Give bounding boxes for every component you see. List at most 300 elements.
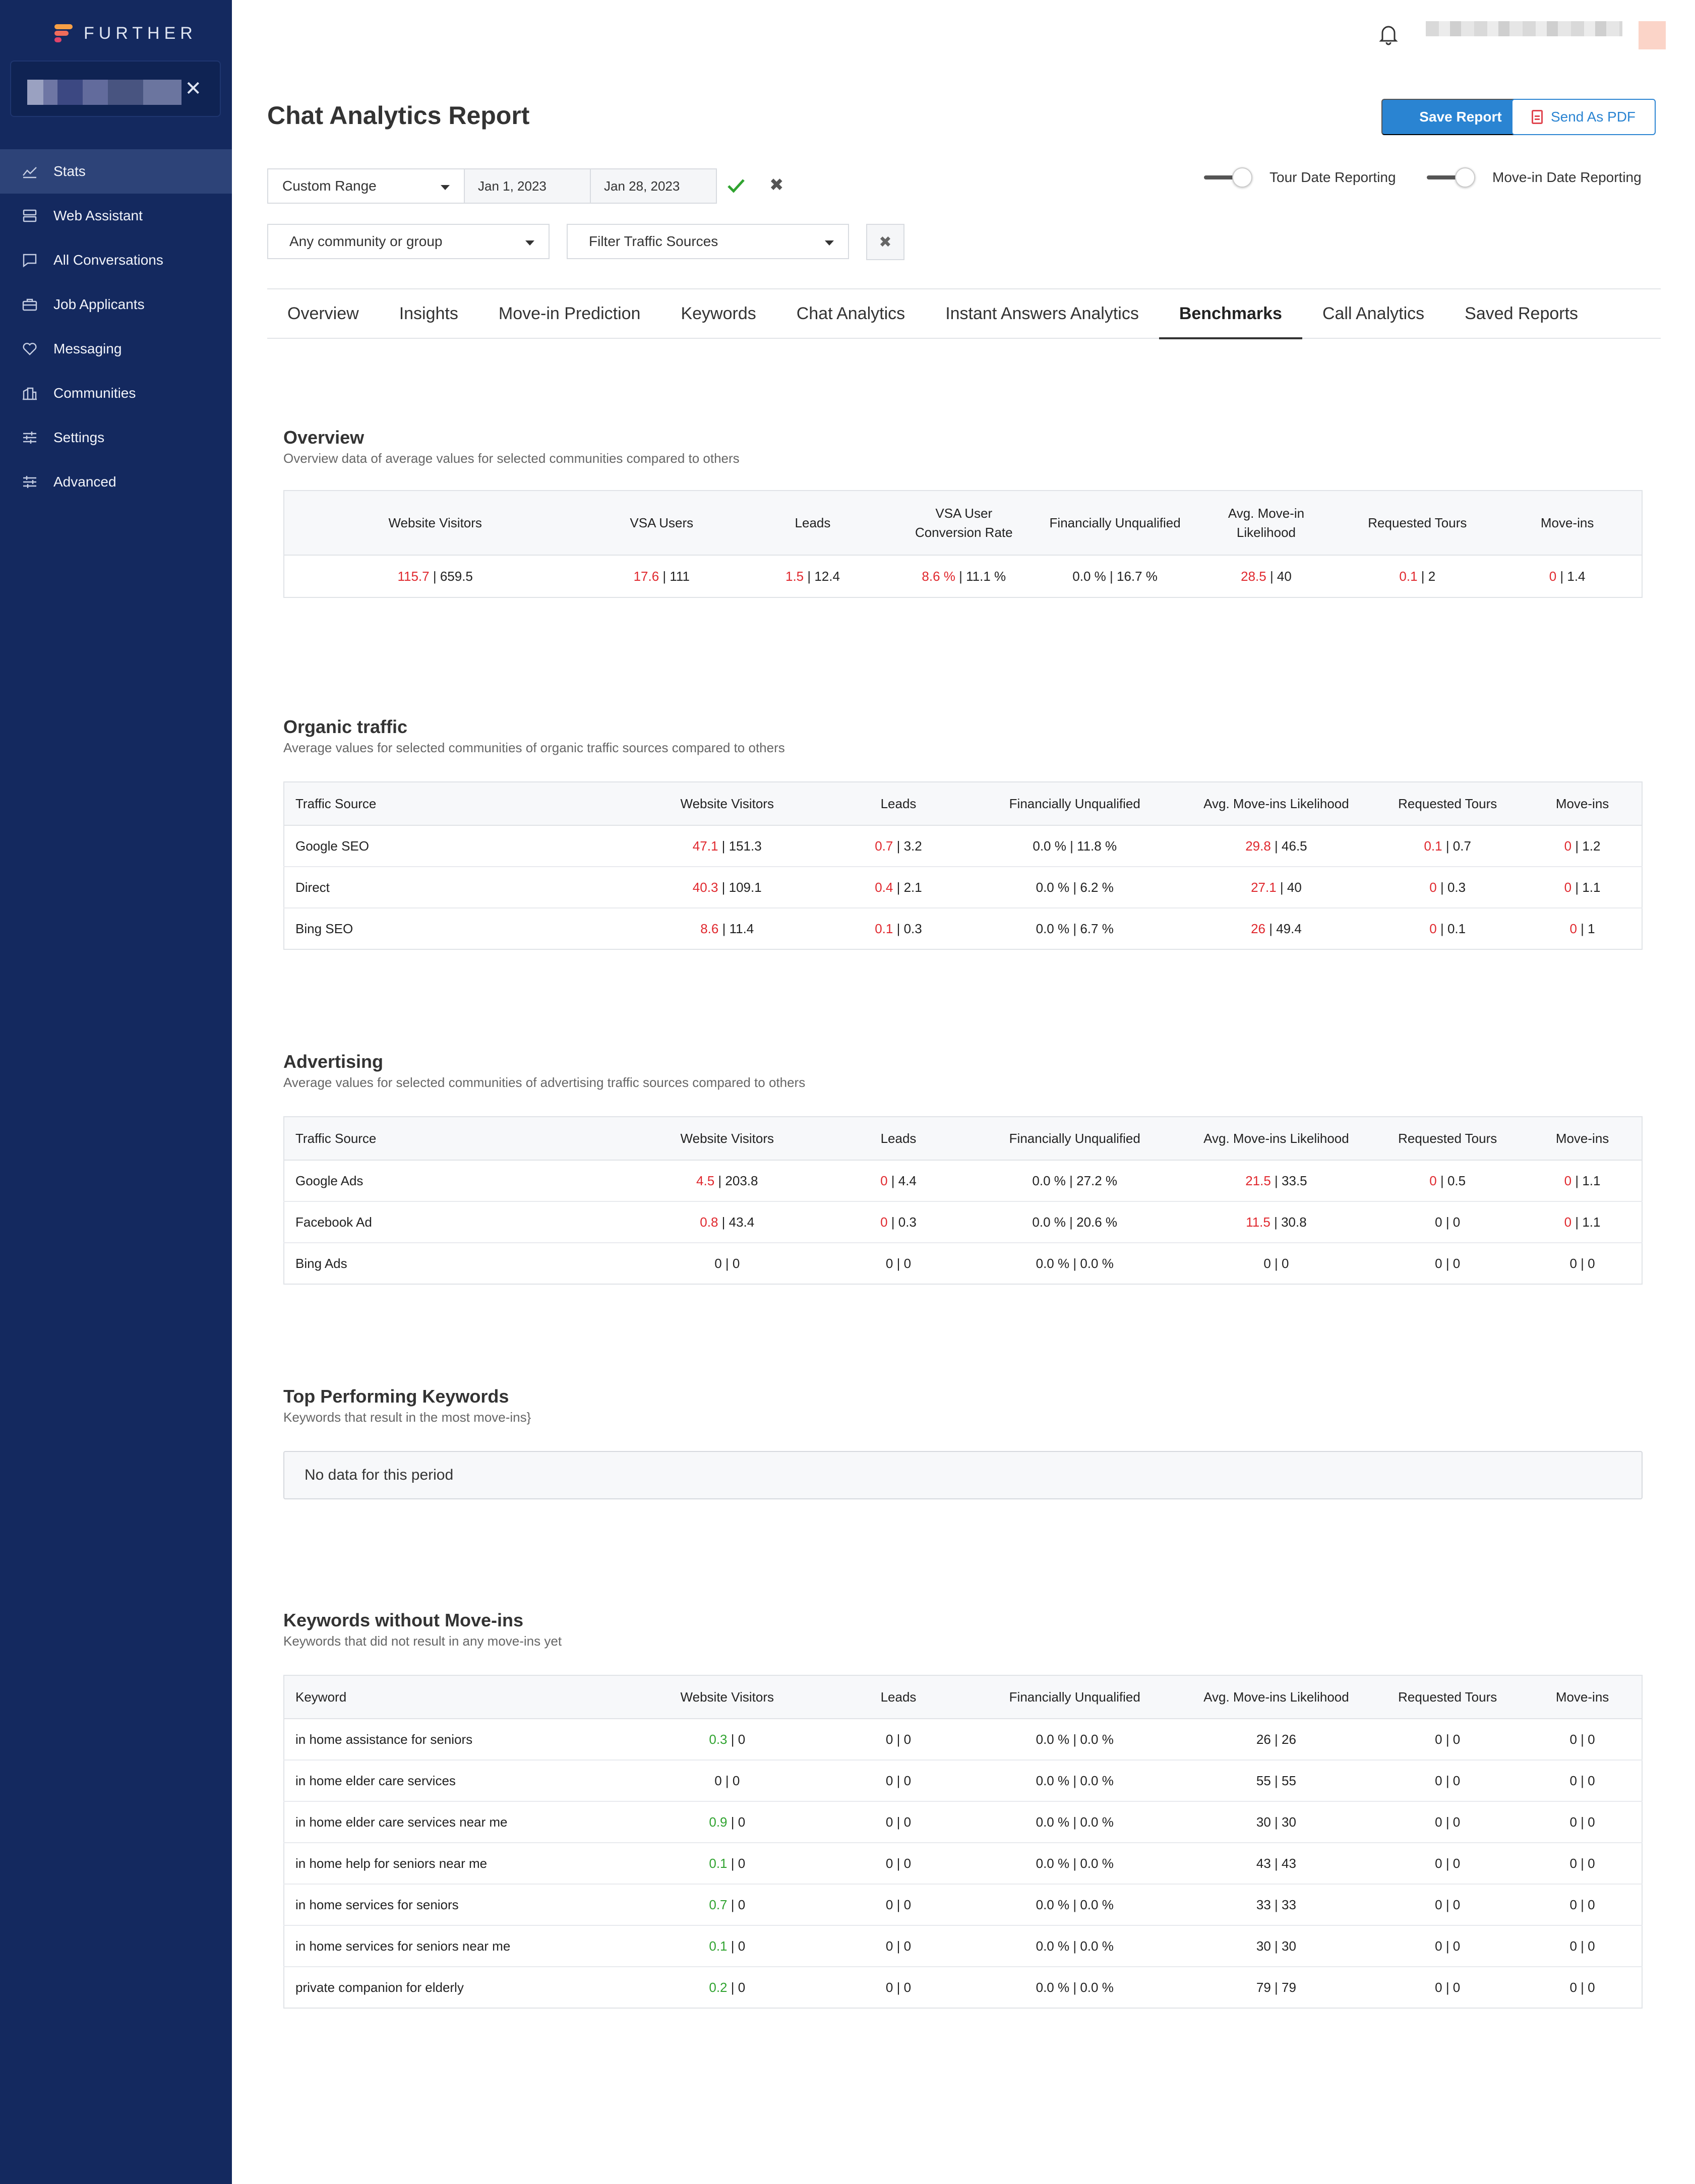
compare-value-others: 0 — [738, 1731, 746, 1747]
compare-value-selected: 0 — [1429, 879, 1437, 895]
table-cell — [828, 1925, 969, 1967]
sidebar-item-label: Job Applicants — [53, 296, 145, 312]
value-separator: | — [718, 1214, 729, 1230]
movein-date-reporting-toggle[interactable] — [1427, 167, 1642, 188]
compare-value-selected: 79 — [1256, 1979, 1271, 1995]
compare-value-others: 3.2 — [903, 838, 922, 854]
tab-chat-analytics[interactable]: Chat Analytics — [796, 304, 905, 323]
column-header: Financially Unqualified — [969, 1675, 1181, 1719]
compare-value-others: 0 — [1588, 1938, 1595, 1954]
table-cell — [1040, 555, 1191, 597]
table-row — [284, 1925, 1642, 1967]
value-separator: | — [893, 1938, 904, 1954]
value-separator: | — [727, 1814, 738, 1830]
table-cell — [828, 1719, 969, 1760]
sidebar-item-advanced[interactable] — [0, 460, 232, 504]
compare-value-selected: 115.7 — [397, 568, 430, 584]
table-cell — [626, 825, 828, 867]
value-separator: | — [1069, 1255, 1080, 1271]
compare-value-selected: 0.1 — [875, 921, 893, 936]
compare-value-selected: 0.7 — [709, 1897, 728, 1912]
section-subtitle: Keywords that result in the most move-ins} — [283, 1410, 531, 1425]
compare-value-selected: 0 — [1435, 1731, 1442, 1747]
value-separator: | — [429, 568, 440, 584]
value-separator: | — [1270, 1897, 1282, 1912]
compare-value-others: 0 — [1452, 1255, 1461, 1271]
value-separator: | — [727, 1897, 738, 1912]
sidebar-item-web-assistant[interactable] — [0, 194, 232, 238]
tab-benchmarks[interactable]: Benchmarks — [1159, 289, 1302, 338]
sidebar-item-label: Stats — [53, 163, 86, 179]
account-name-redacted — [27, 80, 181, 105]
tour-date-reporting-toggle[interactable] — [1204, 167, 1396, 188]
compare-value-selected: 29.8 — [1245, 838, 1271, 854]
table-cell — [1181, 1925, 1372, 1967]
section-title: Overview — [283, 427, 365, 448]
compare-value-others: 0.0 % — [1080, 1255, 1114, 1271]
close-icon: ✖ — [879, 233, 892, 251]
compare-value-selected: 0.0 % — [1036, 879, 1070, 895]
compare-value-selected: 43 — [1256, 1855, 1271, 1871]
compare-value-others: 0 — [1588, 1773, 1595, 1788]
column-header: Avg. Move-ins Likelihood — [1181, 1675, 1372, 1719]
save-report-button[interactable]: Save Report — [1381, 99, 1540, 135]
compare-value-others: 0.1 — [1447, 921, 1466, 936]
compare-value-others: 40 — [1277, 568, 1292, 584]
value-separator: | — [893, 1814, 904, 1830]
sliders-advanced-icon — [21, 473, 38, 491]
compare-value-selected: 0.0 % — [1036, 1897, 1070, 1912]
value-separator: | — [1442, 1773, 1453, 1788]
value-separator: | — [1065, 1214, 1077, 1230]
table-cell — [1372, 1925, 1523, 1967]
column-header: Avg. Move-ins Likelihood — [1181, 782, 1372, 825]
table-cell — [1372, 1243, 1523, 1284]
tab-keywords[interactable]: Keywords — [681, 304, 756, 323]
compare-value-others: 0.5 — [1447, 1173, 1466, 1188]
compare-value-selected: 0 — [880, 1214, 888, 1230]
value-separator: | — [714, 1173, 725, 1188]
tab-insights[interactable]: Insights — [399, 304, 458, 323]
report-tabs — [267, 288, 1661, 339]
tab-overview[interactable]: Overview — [287, 304, 359, 323]
end-date-input[interactable] — [590, 168, 717, 204]
table-cell — [1372, 1160, 1523, 1201]
empty-state-text: No data for this period — [305, 1467, 454, 1483]
compare-value-selected: 8.6 % — [922, 568, 955, 584]
compare-value-others: 203.8 — [725, 1173, 758, 1188]
tab-call-analytics[interactable]: Call Analytics — [1322, 304, 1425, 323]
sidebar-item-label: Messaging — [53, 341, 122, 356]
value-separator: | — [1442, 1979, 1453, 1995]
table-row — [284, 1243, 1642, 1284]
compare-value-selected: 0 — [880, 1173, 888, 1188]
compare-value-others: 1.2 — [1582, 838, 1601, 854]
table-cell — [626, 1243, 828, 1284]
table-cell — [969, 908, 1181, 949]
value-separator: | — [1577, 1731, 1588, 1747]
compare-value-selected: 0 — [885, 1938, 893, 1954]
compare-value-selected: 0 — [1569, 1731, 1577, 1747]
compare-value-others: 11.8 % — [1077, 838, 1117, 854]
compare-value-selected: 0.9 — [709, 1814, 728, 1830]
table-cell — [1181, 1160, 1372, 1201]
table-cell — [828, 1243, 969, 1284]
compare-value-others: 11.4 — [729, 921, 754, 936]
table-cell — [1372, 867, 1523, 908]
compare-value-selected: 28.5 — [1241, 568, 1266, 584]
value-separator: | — [1577, 921, 1588, 936]
value-separator: | — [1276, 879, 1287, 895]
value-separator: | — [1571, 838, 1583, 854]
compare-value-others: 659.5 — [440, 568, 473, 584]
table-cell — [969, 1243, 1181, 1284]
table-cell — [1181, 1843, 1372, 1884]
value-separator: | — [1270, 1855, 1282, 1871]
value-separator: | — [1270, 1255, 1282, 1271]
row-label: in home services for seniors near me — [284, 1925, 626, 1967]
value-separator: | — [1571, 1173, 1583, 1188]
table-cell — [737, 555, 888, 597]
compare-value-others: 0.0 % — [1080, 1855, 1114, 1871]
value-separator: | — [1270, 1773, 1282, 1788]
toggle-switch[interactable] — [1204, 167, 1254, 188]
table-cell — [969, 1760, 1181, 1801]
column-header: Leads — [737, 491, 888, 555]
traffic-source-value: Filter Traffic Sources — [589, 233, 718, 249]
section-subtitle: Overview data of average values for selected communities compared to others — [283, 451, 740, 466]
compare-value-others: 30 — [1282, 1938, 1296, 1954]
value-separator: | — [659, 568, 670, 584]
value-separator: | — [1442, 1938, 1453, 1954]
date-range-value: Custom Range — [282, 178, 377, 194]
table-cell — [1372, 1967, 1523, 2008]
column-header: VSA Users — [586, 491, 737, 555]
compare-value-selected: 55 — [1256, 1773, 1271, 1788]
value-separator: | — [1436, 879, 1447, 895]
value-separator: | — [1270, 1173, 1282, 1188]
table-cell — [969, 1967, 1181, 2008]
compare-value-others: 1.1 — [1582, 1173, 1601, 1188]
organic-traffic-section — [283, 717, 1643, 950]
sidebar-item-messaging[interactable] — [0, 327, 232, 371]
compare-value-selected: 0.0 % — [1072, 568, 1106, 584]
compare-value-others: 30.8 — [1281, 1214, 1307, 1230]
traffic-source-select[interactable] — [567, 224, 849, 259]
sidebar-item-communities[interactable] — [0, 371, 232, 415]
compare-value-others: 0 — [1452, 1897, 1461, 1912]
value-separator: | — [1069, 879, 1080, 895]
compare-value-others: 43 — [1282, 1855, 1296, 1871]
compare-value-others: 79 — [1282, 1979, 1296, 1995]
compare-value-selected: 0 — [885, 1773, 893, 1788]
briefcase-icon — [21, 296, 38, 313]
brand-logo[interactable] — [54, 22, 197, 44]
table-cell — [1523, 1801, 1642, 1843]
compare-value-selected: 0.0 % — [1036, 1773, 1070, 1788]
avatar[interactable] — [1639, 21, 1666, 49]
value-separator: | — [1577, 1897, 1588, 1912]
close-icon[interactable]: ✕ — [185, 78, 202, 100]
section-subtitle: Average values for selected communities of organic traffic sources compared to others — [283, 740, 785, 755]
compare-value-selected: 0 — [1569, 1255, 1577, 1271]
value-separator: | — [718, 838, 729, 854]
value-separator: | — [1265, 921, 1277, 936]
compare-value-selected: 0.3 — [709, 1731, 728, 1747]
compare-value-others: 6.2 % — [1080, 879, 1114, 895]
top-keywords-section — [283, 1386, 1643, 1499]
pdf-file-icon — [1532, 110, 1543, 124]
apply-date-check-icon[interactable] — [726, 175, 746, 196]
value-separator: | — [1069, 1731, 1080, 1747]
row-label: in home elder care services near me — [284, 1801, 626, 1843]
table-cell — [1523, 1243, 1642, 1284]
table-row — [284, 1884, 1642, 1925]
compare-value-others: 1.4 — [1567, 568, 1586, 584]
section-subtitle: Keywords that did not result in any move-ins yet — [283, 1633, 562, 1649]
row-label: Facebook Ad — [284, 1201, 626, 1243]
empty-state — [283, 1451, 1643, 1499]
community-select[interactable] — [267, 224, 550, 259]
table-cell — [1372, 1760, 1523, 1801]
value-separator: | — [1069, 1979, 1080, 1995]
value-separator: | — [721, 1773, 733, 1788]
table-cell — [626, 1967, 828, 2008]
chat-bubble-icon — [21, 252, 38, 269]
table-cell — [1523, 1160, 1642, 1201]
compare-value-selected: 0 — [1569, 1938, 1577, 1954]
compare-value-selected: 33 — [1256, 1897, 1271, 1912]
table-cell — [1372, 825, 1523, 867]
compare-value-others: 109.1 — [729, 879, 762, 895]
table-row — [284, 908, 1642, 949]
compare-value-selected: 0 — [714, 1773, 722, 1788]
compare-value-selected: 0.0 % — [1032, 1173, 1066, 1188]
compare-value-others: 2.1 — [903, 879, 922, 895]
sidebar-item-label: Web Assistant — [53, 208, 143, 223]
send-as-pdf-label: Send As PDF — [1550, 109, 1636, 125]
table-cell — [1372, 1201, 1523, 1243]
column-header: Avg. Move-ins Likelihood — [1181, 1117, 1372, 1160]
compare-value-selected: 0 — [885, 1855, 893, 1871]
compare-value-selected: 30 — [1256, 1938, 1271, 1954]
table-cell — [1372, 1843, 1523, 1884]
compare-value-selected: 0 — [885, 1255, 893, 1271]
compare-value-selected: 0.7 — [875, 838, 893, 854]
table-row — [284, 1843, 1642, 1884]
compare-value-others: 0 — [1588, 1731, 1595, 1747]
table-cell — [828, 1843, 969, 1884]
table-cell — [586, 555, 737, 597]
value-separator: | — [1270, 1938, 1282, 1954]
compare-value-others: 1 — [1588, 921, 1595, 936]
compare-value-others: 0 — [903, 1897, 912, 1912]
date-range-select[interactable] — [267, 168, 465, 204]
compare-value-selected: 47.1 — [692, 838, 718, 854]
row-label: private companion for elderly — [295, 1979, 464, 1995]
value-separator: | — [727, 1731, 738, 1747]
compare-value-selected: 0 — [1435, 1938, 1442, 1954]
compare-value-selected: 26 — [1251, 921, 1265, 936]
compare-value-others: 151.3 — [729, 838, 762, 854]
table-cell — [1181, 867, 1372, 908]
sidebar-item-stats[interactable] — [0, 149, 232, 194]
tab-saved-reports[interactable]: Saved Reports — [1465, 304, 1579, 323]
value-separator: | — [887, 1214, 898, 1230]
toggle-switch[interactable] — [1427, 167, 1477, 188]
table-cell — [626, 1801, 828, 1843]
value-separator: | — [1270, 1214, 1282, 1230]
value-separator: | — [1069, 921, 1080, 936]
compare-value-selected: 0.0 % — [1032, 1214, 1066, 1230]
heart-icon — [21, 340, 38, 357]
web-assistant-icon — [21, 207, 38, 224]
send-as-pdf-button[interactable] — [1511, 99, 1656, 135]
compare-value-selected: 27.1 — [1251, 879, 1277, 895]
table-cell — [1342, 555, 1493, 597]
compare-value-selected: 0 — [1569, 1897, 1577, 1912]
compare-value-selected: 0 — [714, 1255, 722, 1271]
compare-value-selected: 0.0 % — [1036, 1814, 1070, 1830]
sidebar-item-label: Settings — [53, 430, 105, 445]
table-cell — [969, 1925, 1181, 1967]
compare-value-others: 0.0 % — [1080, 1731, 1114, 1747]
value-separator: | — [1442, 1897, 1453, 1912]
table-cell — [828, 1201, 969, 1243]
table-row — [284, 1801, 1642, 1843]
compare-value-selected: 0 — [1435, 1773, 1442, 1788]
value-separator: | — [721, 1255, 733, 1271]
compare-value-selected: 0 — [1569, 921, 1577, 936]
compare-value-others: 20.6 % — [1076, 1214, 1118, 1230]
table-cell — [1181, 825, 1372, 867]
compare-value-others: 0 — [1452, 1979, 1461, 1995]
compare-value-others: 0 — [1452, 1773, 1461, 1788]
start-date-input[interactable] — [464, 168, 591, 204]
table-cell — [828, 1801, 969, 1843]
table-cell — [1523, 1719, 1642, 1760]
compare-value-selected: 0 — [1429, 921, 1437, 936]
table-cell — [1181, 1719, 1372, 1760]
compare-value-selected: 17.6 — [633, 568, 659, 584]
compare-value-selected: 0 — [1564, 1214, 1572, 1230]
sidebar-item-settings[interactable] — [0, 415, 232, 460]
compare-value-others: 0 — [738, 1897, 746, 1912]
table-cell — [1372, 1884, 1523, 1925]
value-separator: | — [1106, 568, 1117, 584]
value-separator: | — [1442, 1255, 1453, 1271]
compare-value-selected: 0 — [885, 1814, 893, 1830]
sidebar-item-all-conversations[interactable] — [0, 238, 232, 282]
compare-value-others: 0 — [903, 1979, 912, 1995]
column-header: Requested Tours — [1372, 1117, 1523, 1160]
table-cell — [828, 1160, 969, 1201]
value-separator: | — [887, 1173, 898, 1188]
tab-instant-answers-analytics[interactable]: Instant Answers Analytics — [945, 304, 1139, 323]
table-cell — [1523, 867, 1642, 908]
row-label: in home services for seniors — [284, 1884, 626, 1925]
row-label: Google Ads — [284, 1160, 626, 1201]
table-header-row — [284, 1675, 1642, 1719]
table-cell — [1181, 1884, 1372, 1925]
row-label: Google SEO — [284, 825, 626, 867]
table-cell — [1493, 555, 1642, 597]
value-separator: | — [1442, 838, 1453, 854]
account-selector[interactable] — [10, 60, 221, 117]
compare-value-selected: 0 — [1564, 1173, 1572, 1188]
table-cell — [1523, 908, 1642, 949]
compare-value-others: 33 — [1282, 1897, 1296, 1912]
compare-value-selected: 0 — [1549, 568, 1557, 584]
compare-value-selected: 0 — [1564, 838, 1572, 854]
compare-value-selected: 30 — [1256, 1814, 1271, 1830]
compare-value-selected: 0 — [885, 1979, 893, 1995]
column-header: Move-ins — [1523, 1675, 1642, 1719]
column-header: Traffic Source — [284, 1117, 626, 1160]
value-separator: | — [1069, 1897, 1080, 1912]
compare-value-selected: 0 — [1564, 879, 1572, 895]
table-cell — [1523, 1201, 1642, 1243]
table-cell — [284, 555, 586, 597]
compare-value-others: 0 — [903, 1855, 912, 1871]
notification-bell-icon[interactable] — [1378, 23, 1399, 45]
table-cell — [1181, 1760, 1372, 1801]
column-header: Requested Tours — [1372, 1675, 1523, 1719]
table-row — [284, 1201, 1642, 1243]
table-cell — [1523, 1967, 1642, 2008]
value-separator: | — [1577, 1814, 1588, 1830]
sidebar-item-job-applicants[interactable] — [0, 282, 232, 327]
column-header: Requested Tours — [1372, 782, 1523, 825]
clear-date-close-icon[interactable]: ✖ — [769, 175, 784, 195]
compare-value-selected: 0 — [1435, 1214, 1442, 1230]
tab-move-in-prediction[interactable]: Move-in Prediction — [498, 304, 641, 323]
column-header: Website Visitors — [626, 1675, 828, 1719]
table-cell — [1523, 825, 1642, 867]
table-row — [284, 1160, 1642, 1201]
section-title: Keywords without Move-ins — [283, 1610, 524, 1630]
table-cell — [828, 825, 969, 867]
compare-value-others: 0.0 % — [1080, 1938, 1114, 1954]
compare-value-others: 0.3 — [898, 1214, 917, 1230]
page-title: Chat Analytics Report — [267, 101, 530, 130]
advertising-table — [283, 1116, 1643, 1285]
end-date-value: Jan 28, 2023 — [604, 178, 680, 194]
table-cell — [626, 1925, 828, 1967]
table-cell — [626, 1201, 828, 1243]
compare-value-others: 0 — [1588, 1979, 1595, 1995]
table-row — [284, 1967, 1642, 2008]
compare-value-selected: 0 — [1435, 1255, 1442, 1271]
value-separator: | — [1270, 1731, 1282, 1747]
table-cell — [1523, 1843, 1642, 1884]
table-cell — [969, 1884, 1181, 1925]
chevron-down-icon — [525, 240, 534, 246]
value-separator: | — [1069, 1814, 1080, 1830]
table-cell — [1523, 1884, 1642, 1925]
compare-value-selected: 0.0 % — [1036, 921, 1070, 936]
clear-filters-button[interactable] — [866, 224, 904, 260]
compare-value-others: 4.4 — [898, 1173, 917, 1188]
table-cell — [1181, 1967, 1372, 2008]
user-name-redacted[interactable] — [1426, 21, 1622, 36]
value-separator: | — [955, 568, 966, 584]
value-separator: | — [893, 921, 904, 936]
compare-value-others: 0 — [738, 1979, 746, 1995]
value-separator: | — [893, 1897, 904, 1912]
value-separator: | — [1069, 1855, 1080, 1871]
table-cell — [1181, 1201, 1372, 1243]
